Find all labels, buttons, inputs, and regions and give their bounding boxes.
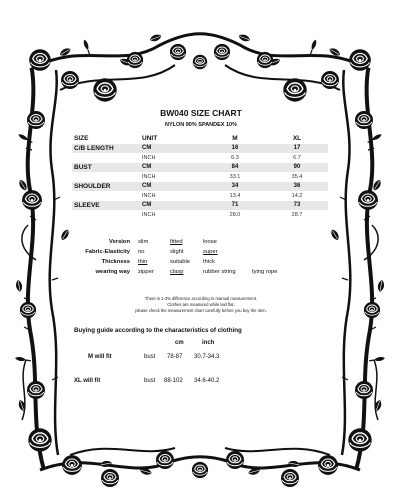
table-row-cb-length-inch xyxy=(72,153,328,163)
value-m-inch: 28.0 xyxy=(204,210,266,220)
value-xl-inch: 28.7 xyxy=(266,210,328,220)
characteristic-wearing-way xyxy=(64,269,338,279)
measurement-note: There is 1-3% difference according to manual measurement. xyxy=(144,296,258,301)
value-m-cm: 16 xyxy=(204,144,266,154)
characteristic-thickness xyxy=(64,259,338,269)
characteristic-version xyxy=(64,239,338,249)
guide-part: bust xyxy=(144,354,156,360)
option-rubber-string: rubber string xyxy=(203,269,236,275)
guide-header-inch: inch xyxy=(202,340,215,346)
table-row-sleeve-inch xyxy=(72,210,328,220)
unit-inch: INCH xyxy=(140,210,204,220)
option-suitable: suitable xyxy=(170,259,190,265)
buying-guide-title: Buying guide according to the characteristics of clothing xyxy=(74,327,242,334)
fabric-composition: NYLON 90% SPANDEX 10% xyxy=(164,122,238,128)
value-xl-inch: 6.7 xyxy=(266,153,328,163)
value-xl-inch: 14.2 xyxy=(266,191,328,201)
value-m-inch: 6.3 xyxy=(204,153,266,163)
table-row-sleeve xyxy=(72,201,328,211)
table-row-shoulder-inch xyxy=(72,191,328,201)
row-label: SHOULDER xyxy=(72,182,140,192)
table-row-bust-inch xyxy=(72,172,328,182)
measurement-note: please check the measurement chart carefully before you buy the item. xyxy=(135,308,267,313)
header-xl: XL xyxy=(292,135,302,143)
option-loose: loose xyxy=(203,239,217,245)
characteristic-label: wearing way xyxy=(95,269,130,275)
characteristic-fabric-elasticity xyxy=(64,249,338,259)
chart-title: BW040 SIZE CHART xyxy=(160,108,242,118)
unit-cm: CM xyxy=(140,182,204,192)
option-super-selected: super xyxy=(203,249,218,255)
option-thick: thick xyxy=(203,259,215,265)
unit-inch: INCH xyxy=(140,153,204,163)
guide-inch-range: 30.7-34.3 xyxy=(194,354,220,360)
unit-inch: INCH xyxy=(140,172,204,182)
value-xl-cm: 17 xyxy=(266,144,328,154)
guide-header-cm: cm xyxy=(175,340,184,346)
guide-inch-range: 34.6-40.2 xyxy=(194,378,220,384)
header-unit: UNIT xyxy=(142,135,158,143)
value-m-inch: 13.4 xyxy=(204,191,266,201)
option-clasp-selected: clasp xyxy=(170,269,184,275)
option-thin-selected: thin xyxy=(138,259,148,265)
value-m-cm: 71 xyxy=(204,201,266,211)
option-slight: slight xyxy=(170,249,184,255)
row-label: C/B LENGTH xyxy=(72,144,140,154)
option-no: no xyxy=(138,249,145,255)
guide-cm-range: 88-102 xyxy=(164,378,183,384)
characteristics-grid xyxy=(64,239,338,279)
value-xl-cm: 73 xyxy=(266,201,328,211)
unit-cm: CM xyxy=(140,201,204,211)
value-m-inch: 33.1 xyxy=(204,172,266,182)
table-header-row xyxy=(72,134,328,144)
characteristic-label: Thickness xyxy=(101,259,130,265)
characteristic-label: Fabric-Elasticity xyxy=(85,249,130,255)
unit-cm: CM xyxy=(140,163,204,173)
measurement-note: Clothes are measured while laid flat. xyxy=(167,302,235,307)
characteristic-label: Version xyxy=(109,239,130,245)
value-m-cm: 34 xyxy=(204,182,266,192)
value-xl-inch: 35.4 xyxy=(266,172,328,182)
option-tying-rope: tying rope xyxy=(252,269,278,275)
option-zipper: zipper xyxy=(138,269,154,275)
guide-fit-label: M will fit xyxy=(88,354,112,360)
value-xl-cm: 36 xyxy=(266,182,328,192)
option-fitted-selected: fitted xyxy=(170,239,183,245)
header-size: SIZE xyxy=(74,135,89,143)
row-label: BUST xyxy=(72,163,140,173)
unit-inch: INCH xyxy=(140,191,204,201)
option-slim: slim xyxy=(138,239,149,245)
header-m: M xyxy=(232,135,238,143)
guide-cm-range: 78-87 xyxy=(167,354,183,360)
value-m-cm: 84 xyxy=(204,163,266,173)
guide-part: bust xyxy=(144,378,156,384)
table-row-bust xyxy=(72,163,328,173)
table-row-cb-length xyxy=(72,144,328,154)
guide-fit-label: XL will fit xyxy=(74,378,101,384)
size-table xyxy=(72,134,328,220)
table-row-shoulder xyxy=(72,182,328,192)
row-label: SLEEVE xyxy=(72,201,140,211)
value-xl-cm: 90 xyxy=(266,163,328,173)
unit-cm: CM xyxy=(140,144,204,154)
